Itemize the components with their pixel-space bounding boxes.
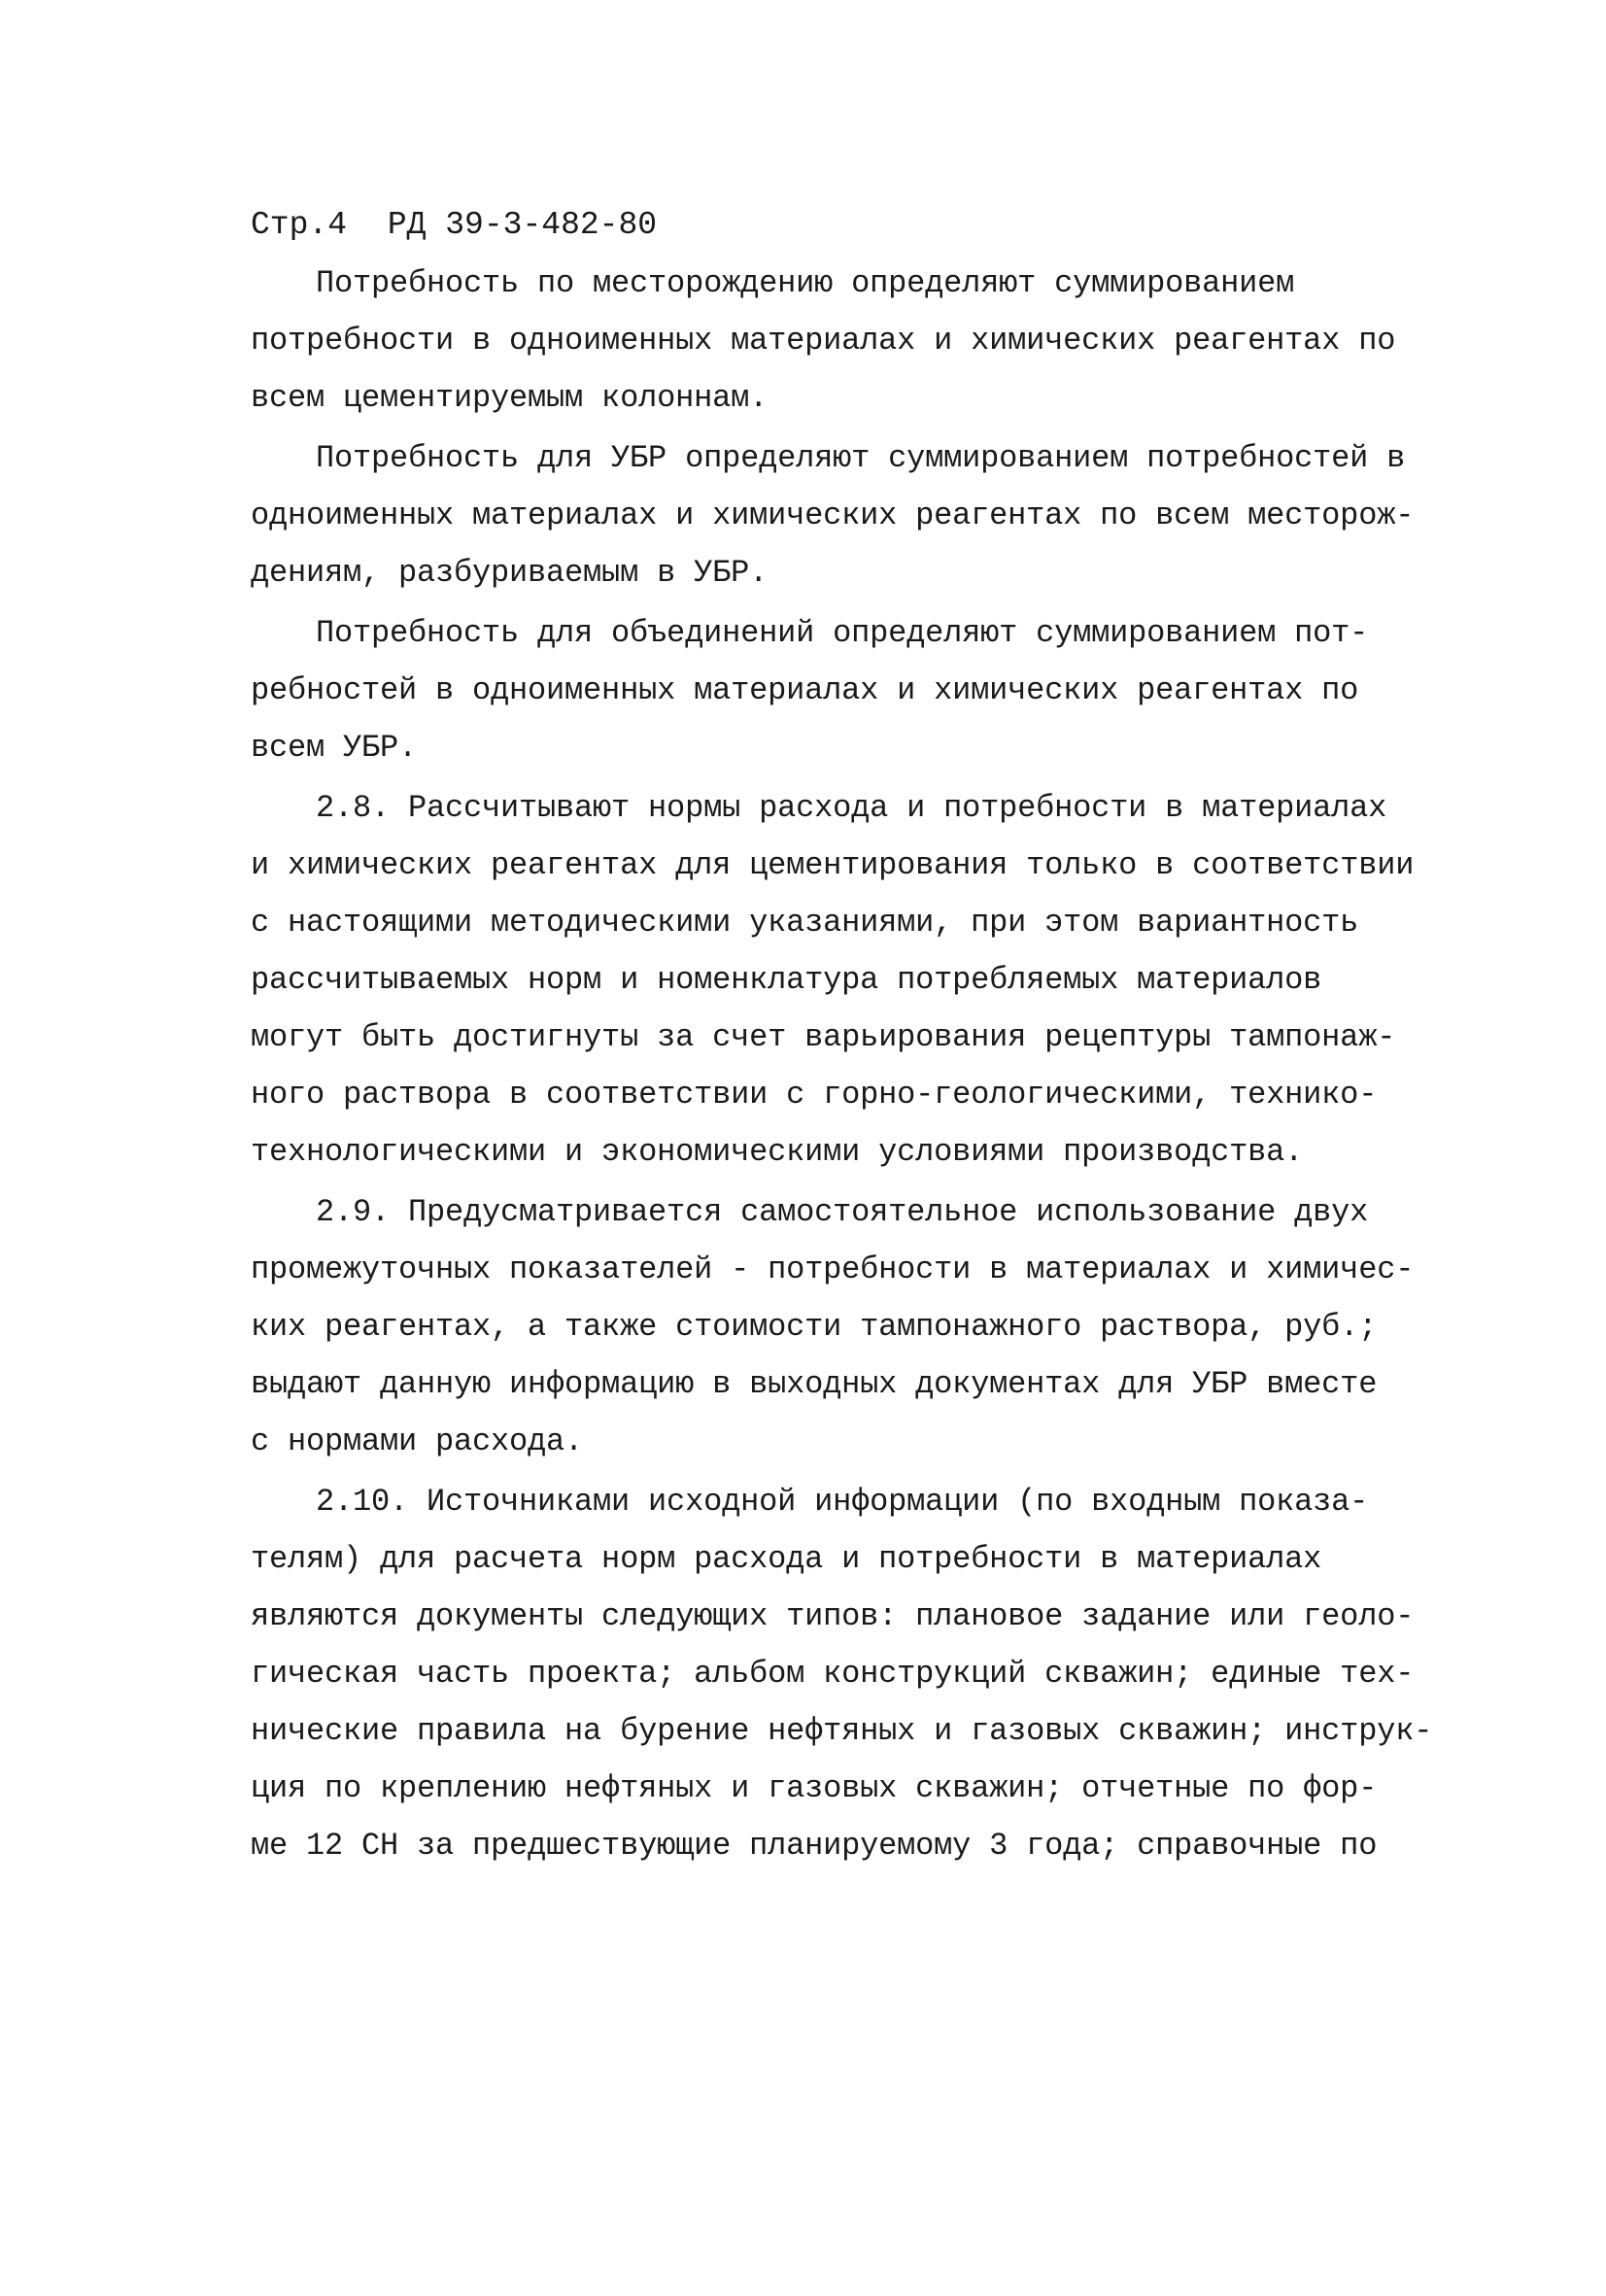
text-line: телям) для расчета норм расхода и потребности в материалах <box>251 1541 1322 1577</box>
text-line: с нормами расхода. <box>251 1423 584 1459</box>
text-line: 2.10. Источниками исходной информации (по входным показа- <box>316 1484 1369 1520</box>
text-line: 2.8. Рассчитывают нормы расхода и потребности в материалах <box>316 790 1387 826</box>
text-line: одноименных материалах и химических реагентах по всем месторож- <box>251 497 1415 533</box>
page-header <box>251 204 657 247</box>
text-line: Потребность для объединений определяют суммированием пот- <box>316 615 1369 651</box>
text-line: всем УБР. <box>251 730 418 766</box>
text-line: всем цементируемым колоннам. <box>251 380 769 416</box>
text-line: промежуточных показателей - потребности в материалах и химичес- <box>251 1251 1415 1287</box>
text-line: 2.9. Предусматривается самостоятельное использование двух <box>316 1194 1369 1230</box>
text-line: Потребность по месторождению определяют суммированием <box>316 265 1295 301</box>
text-line: гическая часть проекта; альбом конструкций скважин; единые тех- <box>251 1656 1415 1692</box>
text-line: технологическими и экономическими условиями производства. <box>251 1134 1304 1170</box>
text-line: нические правила на бурение нефтяных и газовых скважин; инструк- <box>251 1713 1433 1749</box>
page-number-label: Стр.4 <box>251 207 348 243</box>
text-line: ребностей в одноименных материалах и химических реагентах по <box>251 672 1359 708</box>
text-line: могут быть достигнуты за счет варьирования рецептуры тампонаж- <box>251 1019 1396 1055</box>
document-code: РД 39-3-482-80 <box>387 207 658 243</box>
text-line: дениям, разбуриваемым в УБР. <box>251 555 769 591</box>
text-line: выдают данную информацию в выходных документах для УБР вместе <box>251 1366 1378 1402</box>
text-line: являются документы следующих типов: плановое задание или геоло- <box>251 1598 1415 1634</box>
text-line: рассчитываемых норм и номенклатура потребляемых материалов <box>251 962 1322 998</box>
text-line: ция по креплению нефтяных и газовых скважин; отчетные по фор- <box>251 1770 1378 1806</box>
text-line: Потребность для УБР определяют суммированием потребностей в <box>316 440 1406 476</box>
text-line: ме 12 СН за предшествующие планируемому 3 года; справочные по <box>251 1828 1378 1864</box>
text-line: ного раствора в соответствии с горно-геологическими, технико- <box>251 1077 1378 1113</box>
text-line: с настоящими методическими указаниями, при этом вариантность <box>251 905 1359 941</box>
text-line: ких реагентах, а также стоимости тампонажного раствора, руб.; <box>251 1309 1378 1345</box>
text-line: и химических реагентах для цементирования только в соответствии <box>251 847 1415 883</box>
text-line: потребности в одноименных материалах и химических реагентах по <box>251 323 1396 359</box>
